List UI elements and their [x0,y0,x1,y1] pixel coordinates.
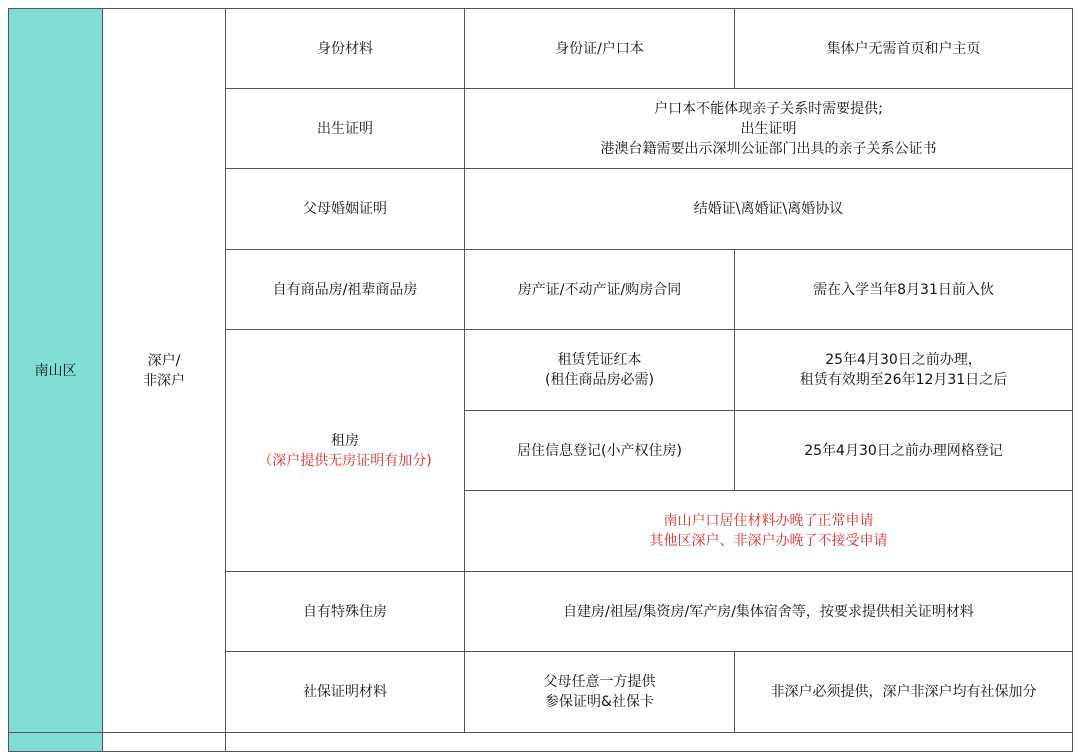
own-house-note: 需在入学当年8月31日前入伙 [734,249,1073,330]
id-docs-doc: 身份证/户口本 [464,8,735,89]
rental-label-text: 租房 [331,432,359,449]
own-house-doc: 房产证/不动产证/购房合同 [464,249,735,330]
category-line-1: 深户/ [147,352,181,369]
id-docs-note: 集体户无需首页和户主页 [734,8,1073,89]
social-note: 非深户必须提供，深户非深户均有社保加分 [734,651,1073,733]
social-doc: 父母任意一方提供 参保证明&社保卡 [464,651,735,733]
birth-value [464,88,1073,169]
rental-label-note: （深户提供无房证明有加分) [258,452,432,469]
rental-sub1-doc: 租赁凭证红本 (租住商品房必需) [464,329,735,411]
special-house-label: 自有特殊住房 [225,571,465,652]
birth-label: 出生证明 [225,88,465,169]
rental-warning-line-1: 南山户口居住材料办晚了正常申请 [663,513,874,529]
district-label: 南山区 [34,362,77,379]
own-house-label: 自有商品房/祖辈商品房 [225,249,465,330]
marriage-label: 父母婚姻证明 [225,168,465,250]
birth-line-3: 港澳台籍需要出示深圳公证部门出具的亲子关系公证书 [600,140,937,157]
category-cell-next [102,732,226,752]
birth-line-1: 户口本不能体现亲子关系时需要提供; [654,100,883,117]
district-cell [8,8,103,733]
category-cell [102,8,226,733]
next-row-stub [225,732,1073,752]
rental-warning-line-2: 其他区深户、非深户办晚了不接受申请 [649,533,888,549]
special-house-value: 自建房/祖屋/集资房/军产房/集体宿舍等，按要求提供相关证明材料 [464,571,1073,652]
rental-sub2-doc: 居住信息登记(小产权住房) [464,410,735,491]
rental-sub2-note: 25年4月30日之前办理网格登记 [734,410,1073,491]
id-docs-label: 身份材料 [225,8,465,89]
social-label: 社保证明材料 [225,651,465,733]
district-cell-next [8,732,103,752]
rental-warning [464,490,1073,572]
marriage-value: 结婚证\离婚证\离婚协议 [464,168,1073,250]
rental-sub1-note: 25年4月30日之前办理， 租赁有效期至26年12月31日之后 [734,329,1073,411]
rental-label [225,329,465,572]
category-line-2: 非深户 [143,372,185,389]
birth-line-2: 出生证明 [740,120,797,137]
